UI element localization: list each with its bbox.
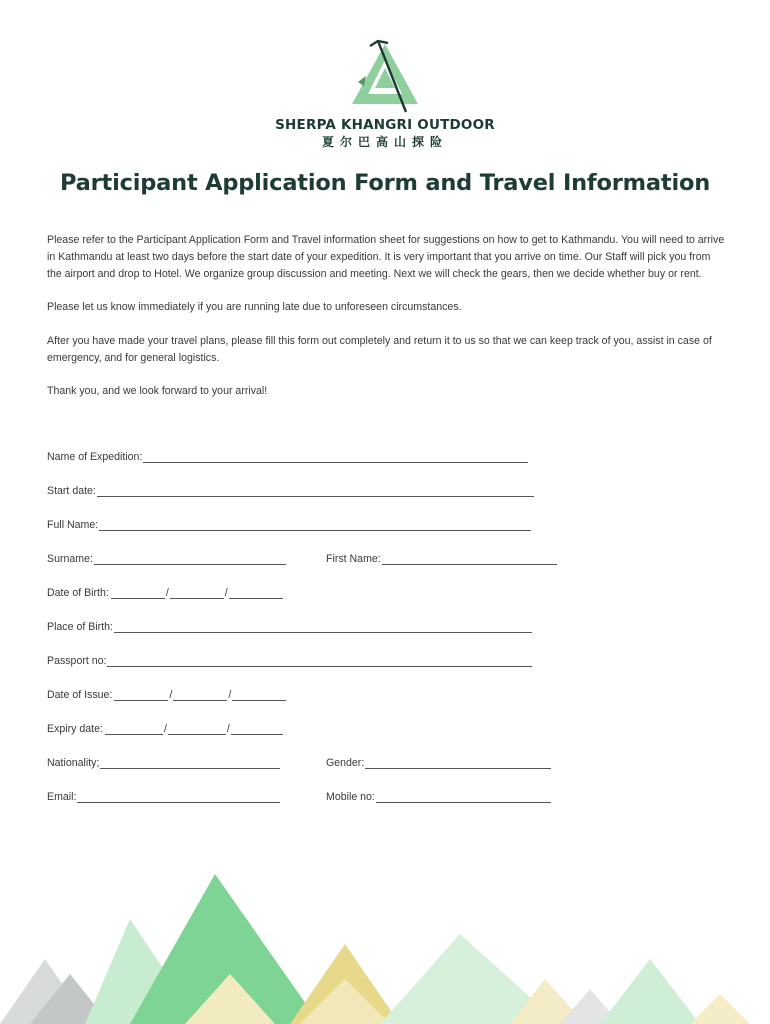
start-date-input-line[interactable] [97, 486, 534, 497]
email-label: Email: [47, 791, 77, 803]
issue-month-input-line[interactable] [173, 690, 227, 701]
expedition-name-field [47, 451, 528, 463]
start-date-field [47, 485, 534, 497]
date-separator: / [163, 723, 167, 735]
gender-input-line[interactable] [365, 758, 551, 769]
dob-day-input-line[interactable] [111, 588, 165, 599]
expiry-month-input-line[interactable] [168, 724, 226, 735]
intro-paragraph-2: Please let us know immediately if you are running late due to unforeseen circumstances. [47, 301, 462, 314]
expedition-name-label: Name of Expedition: [47, 451, 143, 463]
place-of-birth-field [47, 621, 532, 633]
nationality-input-line[interactable] [100, 758, 280, 769]
decorative-mountains [0, 864, 770, 1024]
date-of-issue-field [47, 689, 286, 701]
passport-no-input-line[interactable] [107, 656, 532, 667]
mobile-no-label: Mobile no: [326, 791, 375, 803]
mountain-ice-axe-icon [320, 38, 450, 116]
mobile-no-field [326, 791, 551, 803]
full-name-label: Full Name: [47, 519, 99, 531]
surname-field [47, 553, 286, 565]
date-separator: / [226, 723, 230, 735]
date-of-birth-label: Date of Birth: [47, 587, 109, 599]
passport-no-label: Passport no: [47, 655, 107, 667]
expiry-year-input-line[interactable] [231, 724, 283, 735]
full-name-input-line[interactable] [99, 520, 531, 531]
date-of-birth-field [47, 587, 283, 599]
date-separator: / [228, 689, 232, 701]
first-name-input-line[interactable] [382, 554, 557, 565]
expiry-date-field [47, 723, 283, 735]
intro-text [47, 232, 727, 417]
intro-paragraph-4: Thank you, and we look forward to your arrival! [47, 385, 268, 398]
place-of-birth-label: Place of Birth: [47, 621, 113, 633]
expiry-date-label: Expiry date: [47, 723, 103, 735]
passport-no-field [47, 655, 532, 667]
date-separator: / [224, 587, 228, 599]
gender-label: Gender: [326, 757, 365, 769]
page-title: Participant Application Form and Travel Information [59, 170, 711, 196]
mobile-no-input-line[interactable] [376, 792, 551, 803]
surname-label: Surname: [47, 553, 93, 565]
date-of-issue-label: Date of Issue: [47, 689, 113, 701]
issue-day-input-line[interactable] [114, 690, 168, 701]
brand-chinese-name: 夏尔巴高山探险 [321, 135, 448, 149]
brand-name: SHERPA KHANGRI OUTDOOR [275, 117, 495, 133]
nationality-label: Nationality; [47, 757, 100, 769]
surname-input-line[interactable] [94, 554, 286, 565]
email-field [47, 791, 280, 803]
expedition-name-input-line[interactable] [143, 452, 528, 463]
issue-year-input-line[interactable] [232, 690, 286, 701]
first-name-field [326, 553, 557, 565]
start-date-label: Start date: [47, 485, 96, 497]
date-separator: / [165, 587, 169, 599]
full-name-field [47, 519, 531, 531]
dob-year-input-line[interactable] [229, 588, 283, 599]
date-separator: / [169, 689, 173, 701]
intro-paragraph-1: Please refer to the Participant Application Form and Travel information sheet for suggestions on how to get to Kathmandu. You will need to arrive in Kathmandu at least two days before the start date of your expedition. It is very important that you arrive on time. Our Staff will pick you from the airport and drop to Hotel. We organize group discussion and meeting. Next we will check the gears, then we decide whether buy or rent. [47, 234, 725, 280]
email-input-line[interactable] [77, 792, 280, 803]
intro-paragraph-3: After you have made your travel plans, please fill this form out completely and return it to us so that we can keep track of you, assist in case of emergency, and for general logistics. [47, 334, 712, 364]
first-name-label: First Name: [326, 553, 381, 565]
nationality-field [47, 757, 280, 769]
expiry-day-input-line[interactable] [105, 724, 163, 735]
dob-month-input-line[interactable] [170, 588, 224, 599]
place-of-birth-input-line[interactable] [114, 622, 532, 633]
gender-field [326, 757, 551, 769]
